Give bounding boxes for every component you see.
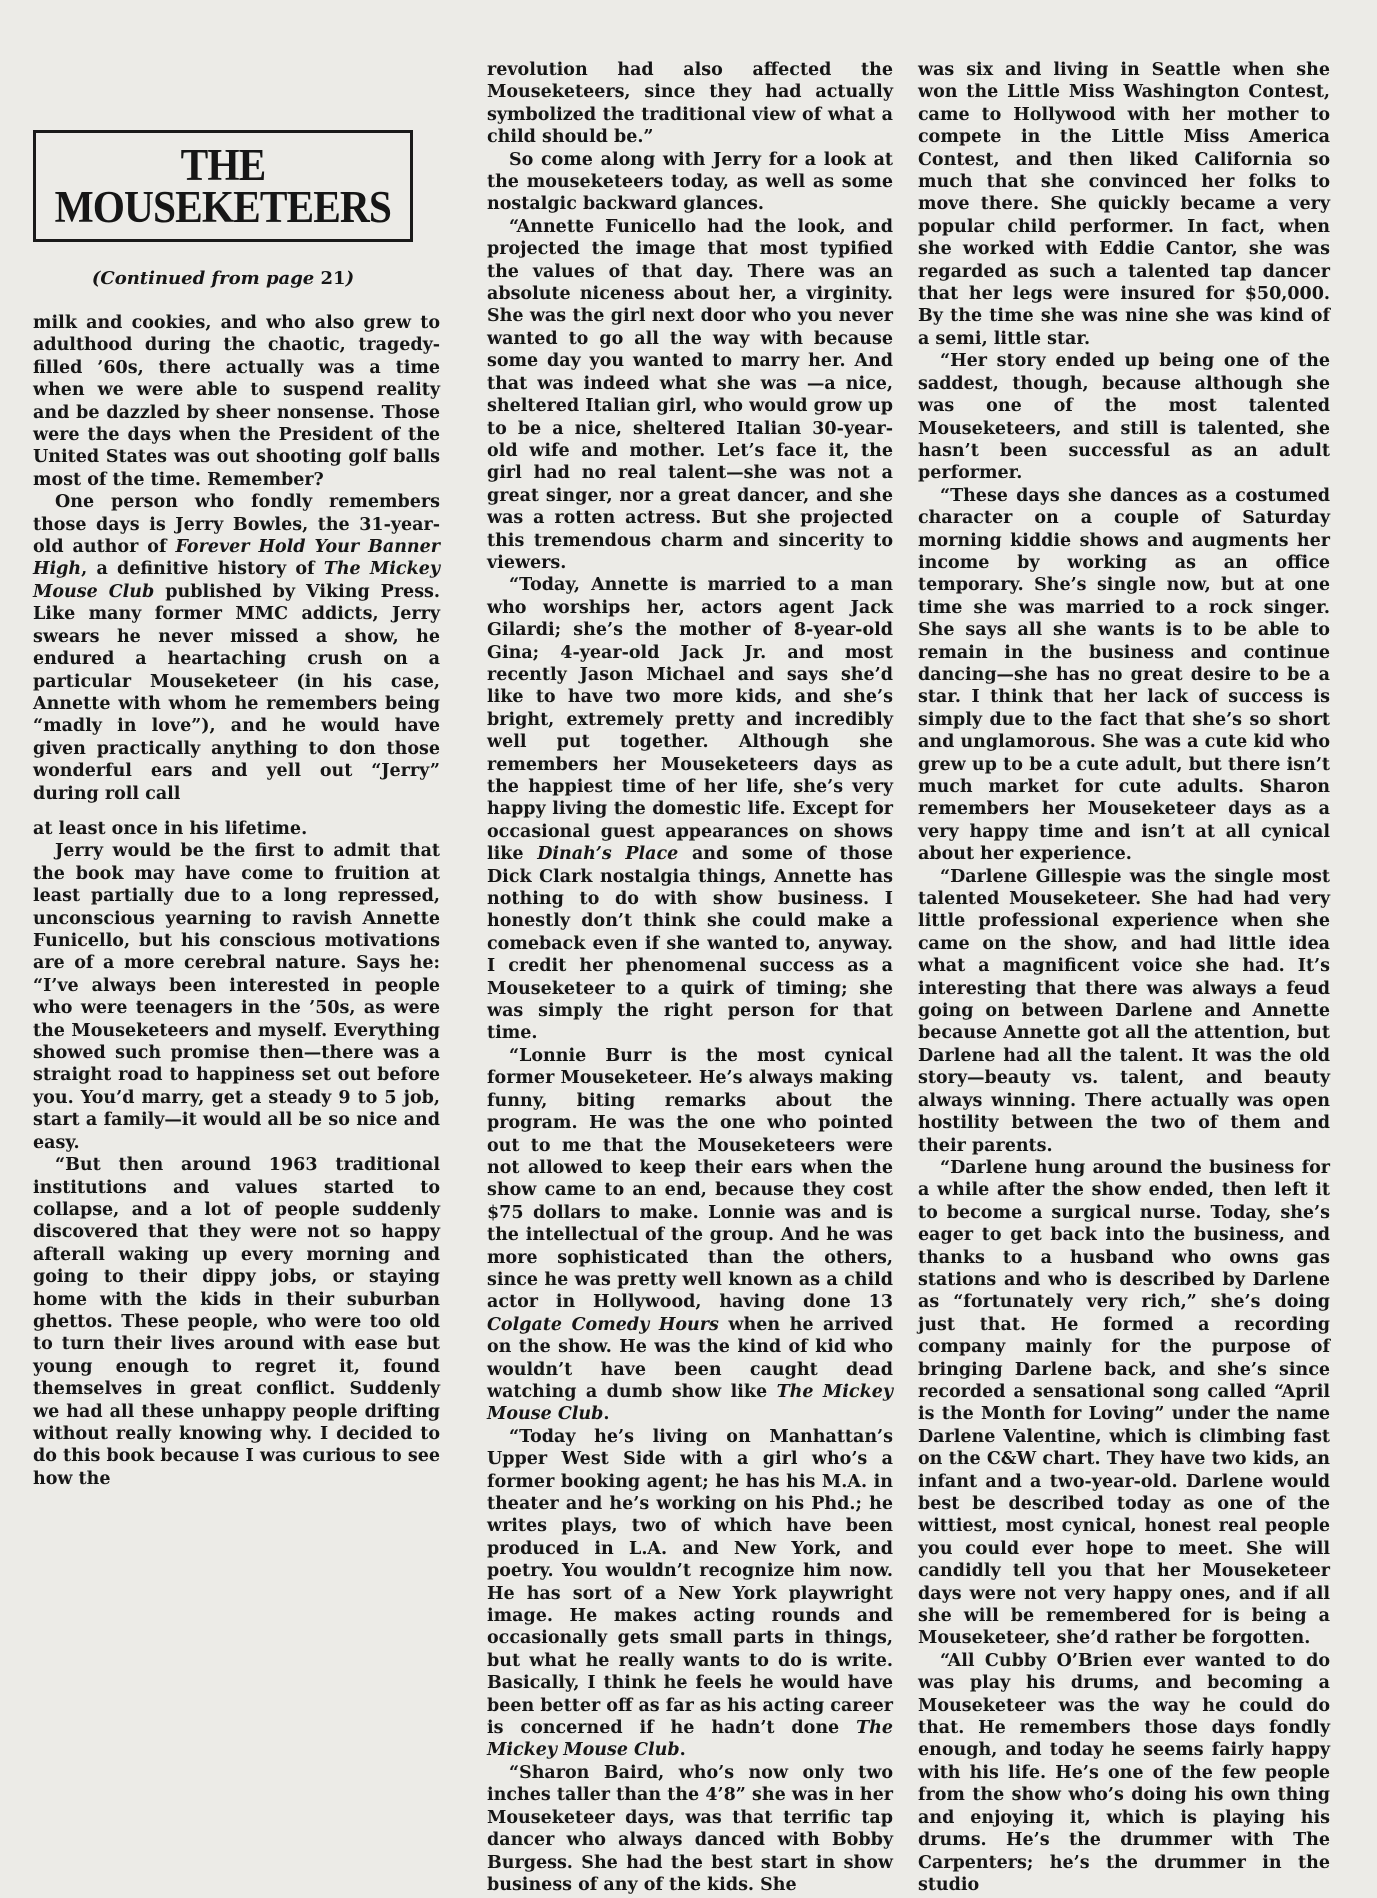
continued-note [33, 268, 413, 289]
continued-page-number: 21 [320, 268, 346, 289]
paragraph: was six and living in Seattle when she won the Little Miss Washington Contest, came to Hollywood with her mother to compete in the Little Miss America Contest, and then liked California so much that she convinced her folks to move there. She quickly became a very popular child performer. In fact, when she worked with Eddie Cantor, she was regarded as such a talented tap dancer that her legs were insured for $50,000. By the time she was nine she was kind of a semi, little star. [918, 60, 1330, 349]
text-run: , a definitive history of [81, 559, 324, 580]
column-2 [487, 59, 893, 1896]
continued-prefix: (Continued from page [91, 268, 321, 289]
paragraph: “Darlene hung around the business for a while after the show ended, then left it to become a surgical nurse. Today, she’s eager to get back into the business, and thanks to a husband who owns gas stations and who is described by Darlene as “fortunately very rich,” she’s doing just that. He formed a recording company mainly for the purpose of bringing Darlene back, and she’s since recorded a sensational song called “April is the Month for Loving” under the name Darlene Valentine, which is climbing fast on the C&W chart. They have two kids, an infant and a two-year-old. Darlene would best be described today as one of the wittiest, most cynical, honest real people you could ever hope to meet. She will candidly tell you that her Mouseketeer days were not very happy ones, and if all she will be remembered for is being a Mouseketeer, she’d rather be forgotten. [918, 1157, 1330, 1649]
continued-suffix: ) [345, 268, 355, 289]
show-title: The Mickey Mouse Club [487, 1381, 893, 1425]
article-title-line-1: THE [180, 140, 266, 190]
text-run: . [603, 1404, 610, 1425]
text-run: One person who fondly remembers those days is Jerry Bowles, the 31-year-old author of [33, 492, 440, 558]
text-run: “Today, Annette is married to a man who worships her, actors agent Jack Gilardi; she’s the mother of 8-year-old Gina; 4-year-old Jack Jr. and most recently Jason Michael and says she’d like to have two more kids, and she’s bright, extremely pretty and incredibly well put together. Although she remembers her Mouseketeers days as the happiest time of her life, she’s very happy living the domestic life. Except for occasional guest appearances on shows like [487, 575, 893, 865]
paragraph: milk and cookies, and who also grew to adulthood during the chaotic, tragedy-filled ’60s, there actually was a time when we were able to suspend reality and be dazzled by sheer nonsense. Those were the days when the President of the United States was out shooting golf balls most of the time. Remember? [33, 313, 440, 490]
article-title-box [33, 130, 413, 242]
column-1-bottom [33, 818, 440, 1490]
book-title: Forever Hold Your Banner High [33, 537, 441, 580]
text-run: and some of those Dick Clark nostalgia things, Annette has nothing to do with show business. I honestly don’t think she could make a comeback even if she wanted to, anyway. I credit her phenomenal success as a Mouseketeer to a quirk of timing; she was simply the right person for that time. [487, 844, 893, 1044]
paragraph [487, 1426, 893, 1762]
paragraph [487, 574, 893, 1045]
paragraph: “Sharon Baird, who’s now only two inches taller than the 4’8” she was in her Mouseketeer days, was that terrific tap dancer who always danced with Bobby Burgess. She had the best start in show business of any of the kids. She [487, 1762, 893, 1895]
paragraph: “Her story ended up being one of the saddest, though, because although she was one of the most talented Mouseketeers, and still is talented, she hasn’t been successful as an adult performer. [918, 351, 1330, 484]
paragraph: revolution had also affected the Mouseketeers, since they had actually symbolized the traditional view of what a child should be.” [487, 60, 893, 148]
show-title: Dinah’s Place [537, 844, 679, 865]
paragraph: at least once in his lifetime. [33, 819, 308, 839]
column-3 [918, 59, 1330, 1896]
show-title: The Mickey Mouse Club [487, 1718, 893, 1761]
paragraph [33, 491, 440, 805]
paragraph: “All Cubby O’Brien ever wanted to do was play his drums, and becoming a Mouseketeer was the way he could do that. He remembers those days fondly enough, and today he seems fairly happy with his life. He’s one of the few people from the show who’s doing his own thing and enjoying it, which is playing his drums. He’s the drummer with The Carpenters; he’s the drummer in the studio [918, 1650, 1330, 1895]
paragraph: “Annette Funicello had the look, and projected the image that most typified the values of that day. There was an absolute niceness about her, a virginity. She was the girl next door who you never wanted to go all the way with because some day you wanted to marry her. And that was indeed what she was —a nice, sheltered Italian girl, who would grow up to be a nice, sheltered Italian 30-year-old wife and mother. Let’s face it, the girl had no real talent—she was not a great singer, nor a great dancer, and she was a rotten actress. But she projected this tremendous charm and sincerity to viewers. [487, 216, 893, 573]
paragraph: So come along with Jerry for a look at the mouseketeers today, as well as some nostalgic backward glances. [487, 149, 893, 215]
column-1-top [33, 312, 440, 805]
text-run: . [679, 1740, 686, 1761]
text-run: when he arrived on the show. He was the kind of kid who wouldn’t have been caught dead watching a dumb show like [487, 1314, 894, 1402]
text-run: “Lonnie Burr is the most cynical former Mouseketeer. He’s always making funny, biting remarks about the program. He was the one who pointed out to me that the Mouseketeers were not allowed to keep their ears when the show came to an end, because they cost $75 dollars to make. Lonnie was and is the intellectual of the group. And he was more sophisticated than the others, since he was pretty well known as a child actor in Hollywood, having done 13 [487, 1045, 893, 1313]
text-run: published by Viking Press. Like many former MMC addicts, Jerry swears he never missed a show, he endured a heartaching crush on a particular Mouseketeer (in his case, Annette with whom he remembers being “madly in love”), and he would have given practically anything to don those wonderful ears and yell out “Jerry” during roll call [33, 581, 440, 804]
paragraph: “But then around 1963 traditional institutions and values started to collapse, and a lot of people suddenly discovered that they were not so happy afterall waking up every morning and going to their dippy jobs, or staying home with the kids in their suburban ghettos. These people, who were too old to turn their lives around with ease but young enough to regret it, found themselves in great conflict. Suddenly we had all these unhappy people drifting without really knowing why. I decided to do this book because I was curious to see how the [33, 1155, 440, 1489]
paragraph: Jerry would be the first to admit that the book may have come to fruition at least partially due to a long repressed, unconscious yearning to ravish Annette Funicello, but his conscious motivations are of a more cerebral nature. Says he: “I’ve always been interested in people who were teenagers in the ’50s, as were the Mouseketeers and myself. Everything showed such promise then—there was a straight road to happiness set out before you. You’d marry, get a steady 9 to 5 job, start a family—it would all be so nice and easy. [33, 841, 440, 1153]
paragraph [487, 1045, 893, 1426]
show-title: The Mickey Mouse Club [33, 559, 441, 602]
show-title: Colgate Comedy Hours [487, 1314, 719, 1335]
paragraph: “These days she dances as a costumed character on a couple of Saturday morning kiddie shows and augments her income by working as an office temporary. She’s single now, but at one time she was married to a rock singer. She says all she wants is to be able to remain in the business and continue dancing—she has no great desire to be a star. I think that her lack of success is simply due to the fact that she’s so short and unglamorous. She was a cute kid who grew up to be a cute adult, but there isn’t much market for cute adults. Sharon remembers her Mouseketeer days as a very happy time and isn’t at all cynical about her experience. [918, 485, 1330, 865]
text-run: “Today he’s living on Manhattan’s Upper West Side with a girl who’s a former booking agent; he has his M.A. in theater and he’s working on his Phd.; he writes plays, two of which have been produced in L.A. and New York, and poetry. You wouldn’t recognize him now. He has sort of a New York playwright image. He makes acting rounds and occasionally gets small parts in things, but what he really wants to do is write. Basically, I think he feels he would have been better off as far as his acting career is concerned if he hadn’t done [487, 1426, 893, 1739]
article-title-line-2: MOUSEKETEERS [54, 182, 392, 232]
paragraph: “Darlene Gillespie was the single most talented Mouseketeer. She had had very little professional experience when she came on the show, and had little idea what a magnificent voice she had. It’s interesting that there was always a feud going on between Darlene and Annette because Annette got all the attention, but Darlene had all the talent. It was the old story—beauty vs. talent, and beauty always winning. There actually was open hostility between the two of them and their parents. [918, 866, 1330, 1156]
